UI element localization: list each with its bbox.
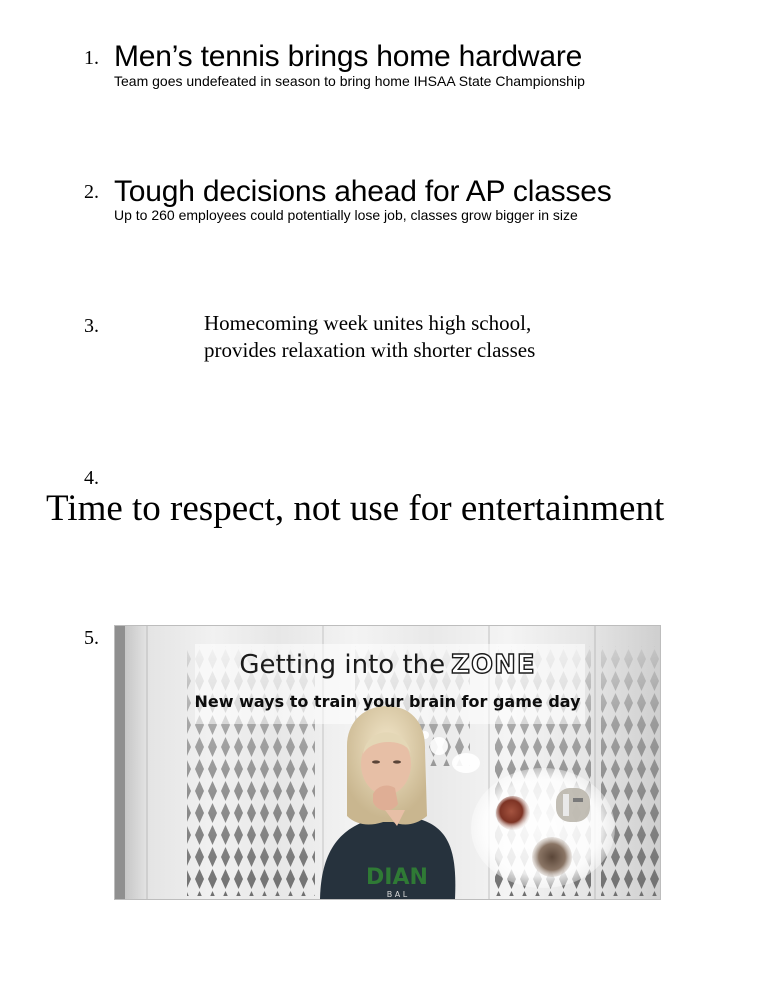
item-2-headline[interactable]: Tough decisions ahead for AP classes (114, 175, 612, 208)
item-1-number: 1. (84, 47, 99, 69)
feature-title (115, 650, 660, 680)
feature-title-zone: ZONE (451, 650, 536, 680)
shirt-logo-subtext: B A L (386, 890, 408, 899)
item-4-number: 4. (84, 467, 99, 489)
item-3-headline-line-2: provides relaxation with shorter classes (204, 338, 536, 362)
item-1-headline[interactable]: Men’s tennis brings home hardware (114, 40, 583, 73)
item-3-headline-line-1: Homecoming week unites high school, (204, 311, 532, 335)
item-1-subhead: Team goes undefeated in season to bring home IHSAA State Championship (114, 73, 585, 89)
shirt-logo-text: DIAN (366, 865, 428, 890)
item-2-subhead: Up to 260 employees could potentially lose job, classes grow bigger in size (114, 207, 578, 223)
item-5-number: 5. (84, 627, 99, 649)
item-3-number: 3. (84, 315, 99, 337)
feature-title-prefix: Getting into the (239, 650, 446, 680)
item-3-headline[interactable] (204, 310, 535, 364)
item-4-headline[interactable]: Time to respect, not use for entertainment (46, 488, 665, 529)
feature-image[interactable] (114, 625, 661, 900)
item-2-number: 2. (84, 181, 99, 203)
feature-subtitle: New ways to train your brain for game day (194, 692, 581, 711)
